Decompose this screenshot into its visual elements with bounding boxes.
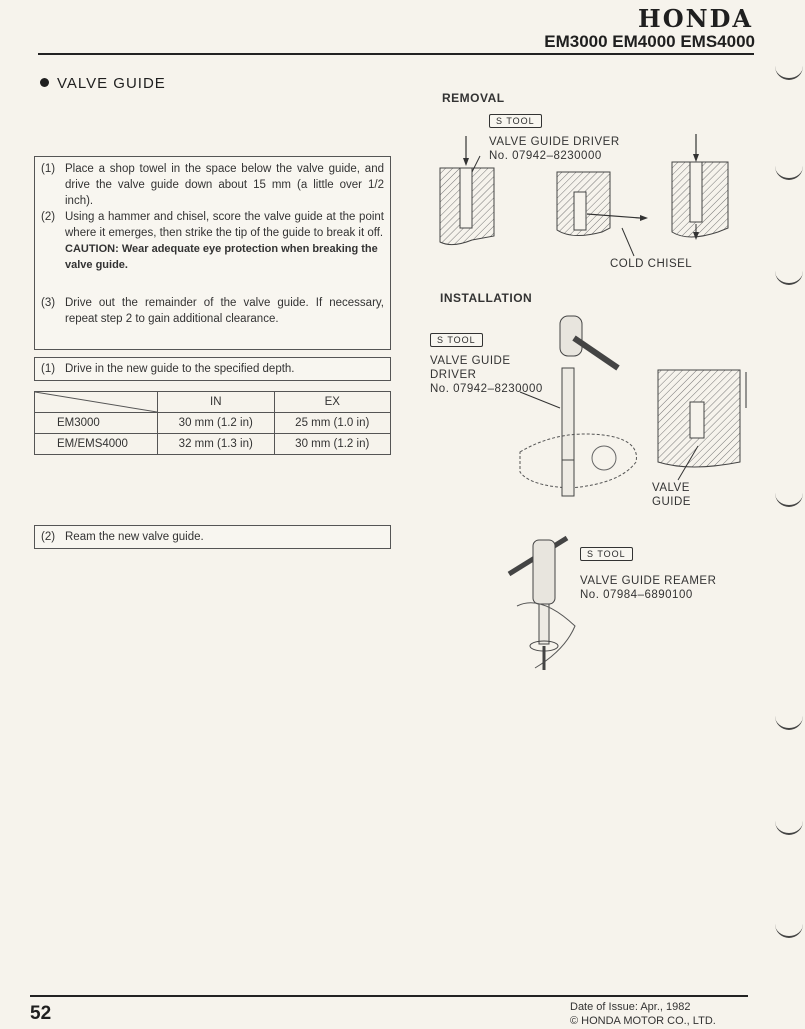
reamer-part-number: No. 07984–6890100 <box>580 589 693 601</box>
installation-diagram <box>500 312 760 512</box>
s-tool-badge: S TOOL <box>430 333 483 347</box>
driver-part-number: No. 07942–8230000 <box>430 383 543 395</box>
binding-mark <box>775 815 803 835</box>
valve-guide-label-line1: VALVE <box>652 482 690 494</box>
footer-rule <box>30 995 748 997</box>
removal-step: (2) Using a hammer and chisel, score the valve guide at the point where it emerges, then strike the tip of the guide to break it off. <box>41 211 384 239</box>
table-cell: 25 mm (1.0 in) <box>274 413 391 434</box>
reamer-label: VALVE GUIDE REAMER <box>580 575 717 587</box>
removal-box <box>34 156 391 350</box>
removal-figure-title: REMOVAL <box>442 91 505 105</box>
installation-figure-title: INSTALLATION <box>440 291 533 305</box>
table-header: EX <box>274 392 391 413</box>
binding-mark <box>775 710 803 730</box>
driver-part-number: No. 07942–8230000 <box>489 150 602 162</box>
table-cell: EM3000 <box>35 413 158 434</box>
table-row <box>35 434 391 455</box>
driver-label: VALVE GUIDE DRIVER <box>489 136 620 148</box>
valve-guide-label-line2: GUIDE <box>652 496 691 508</box>
caution-note: CAUTION: Wear adequate eye protection when breaking the valve guide. <box>65 243 378 271</box>
binding-mark <box>775 60 803 80</box>
copyright: © HONDA MOTOR CO., LTD. <box>570 1015 716 1027</box>
cold-chisel-label: COLD CHISEL <box>610 258 693 270</box>
table-row <box>35 413 391 434</box>
install-step-box: (1) Drive in the new guide to the specified depth. <box>34 357 391 381</box>
s-tool-badge: S TOOL <box>489 114 542 128</box>
binding-mark <box>775 265 803 285</box>
table-cell: EM/EMS4000 <box>35 434 158 455</box>
s-tool-badge: S TOOL <box>580 547 633 561</box>
driver-label-line1: VALVE GUIDE <box>430 355 511 367</box>
table-corner-cell <box>35 392 158 413</box>
diagonal-line-icon <box>35 392 157 412</box>
section-title: VALVE GUIDE <box>40 75 166 92</box>
removal-step: (1) Place a shop towel in the space below the valve guide, and drive the valve guide down about 15 mm (a little over 1/2 inch). <box>41 163 384 207</box>
table-cell: 32 mm (1.3 in) <box>158 434 275 455</box>
driver-label-line2: DRIVER <box>430 369 477 381</box>
removal-step: (3) Drive out the remainder of the valve guide. If necessary, repeat step 2 to gain additional clearance. <box>41 297 384 325</box>
header-rule <box>38 53 754 55</box>
binding-mark <box>775 918 803 938</box>
removal-diagram <box>432 132 732 262</box>
ream-step-box: (2) Ream the new valve guide. <box>34 525 391 549</box>
binding-mark <box>775 160 803 180</box>
table-header: IN <box>158 392 275 413</box>
brand-logo: HONDA <box>638 4 753 33</box>
depth-table <box>34 391 391 455</box>
reamer-diagram <box>505 530 585 675</box>
table-cell: 30 mm (1.2 in) <box>274 434 391 455</box>
binding-mark <box>775 487 803 507</box>
bullet-icon <box>40 78 49 87</box>
issue-date: Date of Issue: Apr., 1982 <box>570 1001 691 1013</box>
table-cell: 30 mm (1.2 in) <box>158 413 275 434</box>
table-header-row <box>35 392 391 413</box>
model-list: EM3000 EM4000 EMS4000 <box>544 32 755 51</box>
page-number: 52 <box>30 1003 52 1024</box>
